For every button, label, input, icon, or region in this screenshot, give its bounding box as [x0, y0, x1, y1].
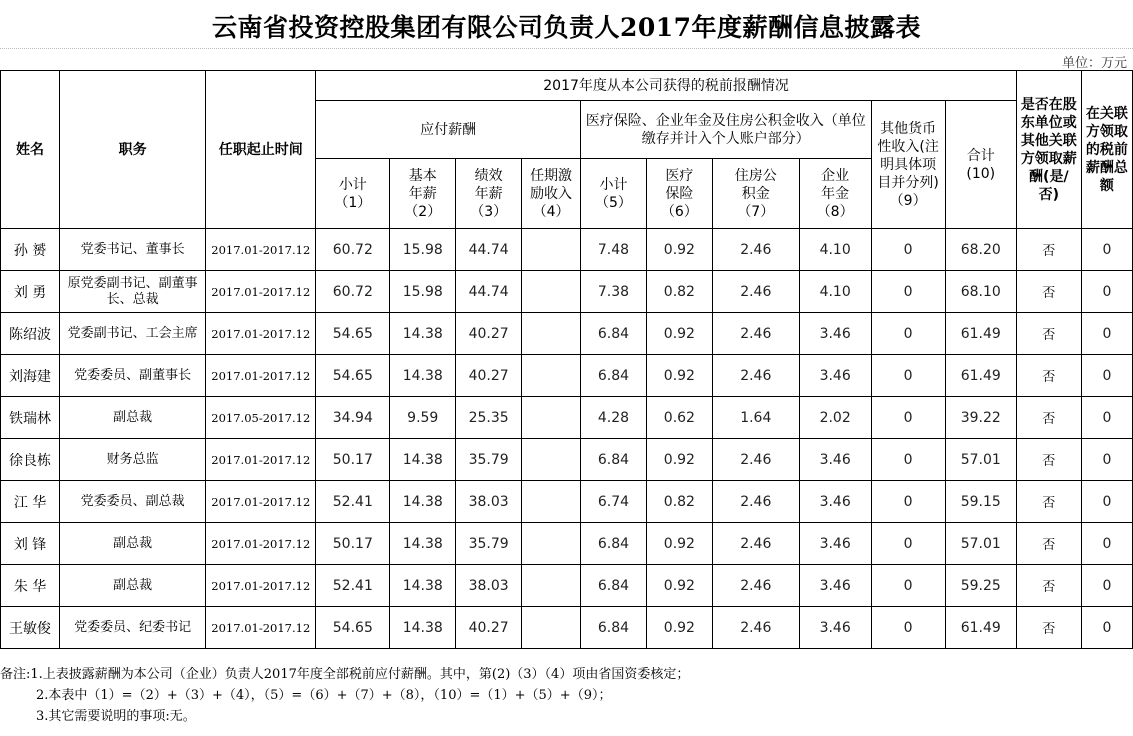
position-cell: 党委委员、副董事长	[60, 355, 206, 397]
subtotal-5-cell: 6.84	[581, 355, 647, 397]
medical-cell: 0.82	[646, 481, 712, 523]
header-annuity: 企业年金（8）	[799, 159, 871, 229]
medical-cell: 0.92	[646, 229, 712, 271]
incentive-cell	[522, 355, 581, 397]
header-performance-salary: 绩效年薪（3）	[456, 159, 522, 229]
table-row	[1, 229, 1133, 271]
incentive-cell	[522, 439, 581, 481]
other-income-cell: 0	[871, 481, 945, 523]
performance-salary-cell: 35.79	[456, 523, 522, 565]
term-cell: 2017.01-2017.12	[206, 229, 316, 271]
term-cell: 2017.01-2017.12	[206, 271, 316, 313]
performance-salary-cell: 44.74	[456, 271, 522, 313]
other-income-cell: 0	[871, 355, 945, 397]
other-income-cell: 0	[871, 229, 945, 271]
subtotal-5-cell: 6.84	[581, 439, 647, 481]
position-cell: 党委书记、董事长	[60, 229, 206, 271]
table-row	[1, 565, 1133, 607]
term-cell: 2017.01-2017.12	[206, 313, 316, 355]
name-cell: 刘海建	[1, 355, 60, 397]
total-cell: 68.20	[945, 229, 1016, 271]
housing-fund-cell: 2.46	[712, 271, 799, 313]
position-cell: 党委委员、纪委书记	[60, 607, 206, 649]
incentive-cell	[522, 271, 581, 313]
incentive-cell	[522, 607, 581, 649]
term-cell: 2017.01-2017.12	[206, 481, 316, 523]
shareholder-unit-cell: 否	[1016, 565, 1081, 607]
incentive-cell	[522, 229, 581, 271]
table-row	[1, 523, 1133, 565]
note-line-3: 3.其它需要说明的事项:无。	[36, 709, 196, 724]
header-subtotal-1: 小计（1）	[316, 159, 390, 229]
annuity-cell: 3.46	[799, 439, 871, 481]
performance-salary-cell: 35.79	[456, 439, 522, 481]
table-row	[1, 481, 1133, 523]
name-cell: 孙 赟	[1, 229, 60, 271]
header-shareholder-unit: 是否在股东单位或其他关联方领取薪酬(是/否)	[1016, 71, 1081, 229]
name-cell: 陈绍波	[1, 313, 60, 355]
other-income-cell: 0	[871, 397, 945, 439]
other-income-cell: 0	[871, 313, 945, 355]
position-cell: 副总裁	[60, 523, 206, 565]
incentive-cell	[522, 565, 581, 607]
term-cell: 2017.01-2017.12	[206, 523, 316, 565]
annuity-cell: 3.46	[799, 313, 871, 355]
table-row	[1, 397, 1133, 439]
shareholder-unit-cell: 否	[1016, 439, 1081, 481]
incentive-cell	[522, 313, 581, 355]
header-position: 职务	[60, 71, 206, 229]
housing-fund-cell: 2.46	[712, 523, 799, 565]
subtotal-1-cell: 50.17	[316, 523, 390, 565]
term-cell: 2017.05-2017.12	[206, 397, 316, 439]
performance-salary-cell: 25.35	[456, 397, 522, 439]
subtotal-5-cell: 6.74	[581, 481, 647, 523]
subtotal-1-cell: 52.41	[316, 565, 390, 607]
performance-salary-cell: 38.03	[456, 481, 522, 523]
unit-label: 单位：万元	[1061, 56, 1127, 71]
housing-fund-cell: 2.46	[712, 481, 799, 523]
annuity-cell: 3.46	[799, 523, 871, 565]
annuity-cell: 3.46	[799, 565, 871, 607]
base-salary-cell: 14.38	[390, 355, 456, 397]
total-cell: 61.49	[945, 607, 1016, 649]
medical-cell: 0.82	[646, 271, 712, 313]
table-row	[1, 355, 1133, 397]
annuity-cell: 2.02	[799, 397, 871, 439]
medical-cell: 0.92	[646, 523, 712, 565]
subtotal-1-cell: 60.72	[316, 271, 390, 313]
performance-salary-cell: 40.27	[456, 355, 522, 397]
other-income-cell: 0	[871, 565, 945, 607]
related-total-cell: 0	[1081, 355, 1132, 397]
base-salary-cell: 14.38	[390, 523, 456, 565]
base-salary-cell: 14.38	[390, 313, 456, 355]
term-cell: 2017.01-2017.12	[206, 439, 316, 481]
header-total: 合计(10)	[945, 101, 1016, 229]
subtotal-1-cell: 54.65	[316, 355, 390, 397]
subtotal-1-cell: 60.72	[316, 229, 390, 271]
name-cell: 朱 华	[1, 565, 60, 607]
name-cell: 王敏俊	[1, 607, 60, 649]
shareholder-unit-cell: 否	[1016, 481, 1081, 523]
header-subtotal-5: 小计（5）	[581, 159, 647, 229]
base-salary-cell: 14.38	[390, 439, 456, 481]
base-salary-cell: 15.98	[390, 229, 456, 271]
total-cell: 61.49	[945, 313, 1016, 355]
subtotal-5-cell: 4.28	[581, 397, 647, 439]
header-base-salary: 基本年薪（2）	[390, 159, 456, 229]
total-cell: 57.01	[945, 439, 1016, 481]
term-cell: 2017.01-2017.12	[206, 355, 316, 397]
related-total-cell: 0	[1081, 439, 1132, 481]
position-cell: 财务总监	[60, 439, 206, 481]
subtotal-5-cell: 7.38	[581, 271, 647, 313]
base-salary-cell: 15.98	[390, 271, 456, 313]
subtotal-5-cell: 6.84	[581, 313, 647, 355]
header-name: 姓名	[1, 71, 60, 229]
subtotal-5-cell: 7.48	[581, 229, 647, 271]
other-income-cell: 0	[871, 271, 945, 313]
annuity-cell: 4.10	[799, 229, 871, 271]
subtotal-1-cell: 54.65	[316, 607, 390, 649]
total-cell: 61.49	[945, 355, 1016, 397]
shareholder-unit-cell: 否	[1016, 523, 1081, 565]
header-medical: 医疗保险（6）	[646, 159, 712, 229]
housing-fund-cell: 2.46	[712, 355, 799, 397]
annuity-cell: 4.10	[799, 271, 871, 313]
related-total-cell: 0	[1081, 229, 1132, 271]
shareholder-unit-cell: 否	[1016, 607, 1081, 649]
table-row	[1, 313, 1133, 355]
base-salary-cell: 14.38	[390, 565, 456, 607]
medical-cell: 0.92	[646, 565, 712, 607]
subtotal-5-cell: 6.84	[581, 607, 647, 649]
related-total-cell: 0	[1081, 607, 1132, 649]
name-cell: 徐良栋	[1, 439, 60, 481]
total-cell: 57.01	[945, 523, 1016, 565]
housing-fund-cell: 2.46	[712, 439, 799, 481]
medical-cell: 0.92	[646, 607, 712, 649]
total-cell: 59.15	[945, 481, 1016, 523]
subtotal-1-cell: 54.65	[316, 313, 390, 355]
note-line-2: 2.本表中（1）=（2）+（3）+（4），（5）=（6）+（7）+（8），（10）=（1）+（5）+（9）；	[36, 688, 612, 703]
base-salary-cell: 14.38	[390, 481, 456, 523]
total-cell: 68.10	[945, 271, 1016, 313]
term-cell: 2017.01-2017.12	[206, 607, 316, 649]
annuity-cell: 3.46	[799, 607, 871, 649]
name-cell: 江 华	[1, 481, 60, 523]
related-total-cell: 0	[1081, 313, 1132, 355]
shareholder-unit-cell: 否	[1016, 355, 1081, 397]
housing-fund-cell: 2.46	[712, 313, 799, 355]
other-income-cell: 0	[871, 439, 945, 481]
header-term: 任职起止时间	[206, 71, 316, 229]
subtotal-5-cell: 6.84	[581, 523, 647, 565]
name-cell: 刘 勇	[1, 271, 60, 313]
incentive-cell	[522, 523, 581, 565]
position-cell: 党委副书记、工会主席	[60, 313, 206, 355]
performance-salary-cell: 40.27	[456, 313, 522, 355]
name-cell: 铁瑞林	[1, 397, 60, 439]
related-total-cell: 0	[1081, 481, 1132, 523]
page-title: 云南省投资控股集团有限公司负责人2017年度薪酬信息披露表	[211, 13, 922, 42]
table-row	[1, 607, 1133, 649]
position-cell: 副总裁	[60, 565, 206, 607]
annuity-cell: 3.46	[799, 355, 871, 397]
related-total-cell: 0	[1081, 565, 1132, 607]
note-line-1: 备注:1.上表披露薪酬为本公司（企业）负责人2017年度全部税前应付薪酬。其中，第(2)（3）（4）项由省国资委核定；	[0, 667, 690, 682]
related-total-cell: 0	[1081, 397, 1132, 439]
shareholder-unit-cell: 否	[1016, 229, 1081, 271]
medical-cell: 0.62	[646, 397, 712, 439]
subtotal-5-cell: 6.84	[581, 565, 647, 607]
other-income-cell: 0	[871, 523, 945, 565]
medical-cell: 0.92	[646, 313, 712, 355]
annuity-cell: 3.46	[799, 481, 871, 523]
base-salary-cell: 14.38	[390, 607, 456, 649]
base-salary-cell: 9.59	[390, 397, 456, 439]
header-insurance: 医疗保险、企业年金及住房公积金收入（单位缴存并计入个人账户部分）	[581, 101, 872, 159]
incentive-cell	[522, 397, 581, 439]
related-total-cell: 0	[1081, 271, 1132, 313]
total-cell: 39.22	[945, 397, 1016, 439]
shareholder-unit-cell: 否	[1016, 313, 1081, 355]
header-related-total: 在关联方领取的税前薪酬总额	[1081, 71, 1132, 229]
shareholder-unit-cell: 否	[1016, 271, 1081, 313]
related-total-cell: 0	[1081, 523, 1132, 565]
housing-fund-cell: 2.46	[712, 607, 799, 649]
header-2017-group: 2017年度从本公司获得的税前报酬情况	[316, 71, 1016, 101]
performance-salary-cell: 40.27	[456, 607, 522, 649]
header-housing-fund: 住房公积金（7）	[712, 159, 799, 229]
table-row	[1, 271, 1133, 313]
position-cell: 副总裁	[60, 397, 206, 439]
medical-cell: 0.92	[646, 355, 712, 397]
housing-fund-cell: 1.64	[712, 397, 799, 439]
shareholder-unit-cell: 否	[1016, 397, 1081, 439]
table-row	[1, 439, 1133, 481]
other-income-cell: 0	[871, 607, 945, 649]
salary-table	[0, 70, 1133, 649]
subtotal-1-cell: 34.94	[316, 397, 390, 439]
name-cell: 刘 锋	[1, 523, 60, 565]
title-divider	[0, 48, 1133, 49]
position-cell: 原党委副书记、副董事长、总裁	[60, 271, 206, 313]
housing-fund-cell: 2.46	[712, 229, 799, 271]
position-cell: 党委委员、副总裁	[60, 481, 206, 523]
housing-fund-cell: 2.46	[712, 565, 799, 607]
subtotal-1-cell: 52.41	[316, 481, 390, 523]
performance-salary-cell: 38.03	[456, 565, 522, 607]
performance-salary-cell: 44.74	[456, 229, 522, 271]
header-other-income: 其他货币性收入(注明具体项目并分列)（9）	[871, 101, 945, 229]
incentive-cell	[522, 481, 581, 523]
header-payable: 应付薪酬	[316, 101, 581, 159]
term-cell: 2017.01-2017.12	[206, 565, 316, 607]
notes	[0, 664, 689, 727]
total-cell: 59.25	[945, 565, 1016, 607]
subtotal-1-cell: 50.17	[316, 439, 390, 481]
medical-cell: 0.92	[646, 439, 712, 481]
header-incentive: 任期激励收入（4）	[522, 159, 581, 229]
